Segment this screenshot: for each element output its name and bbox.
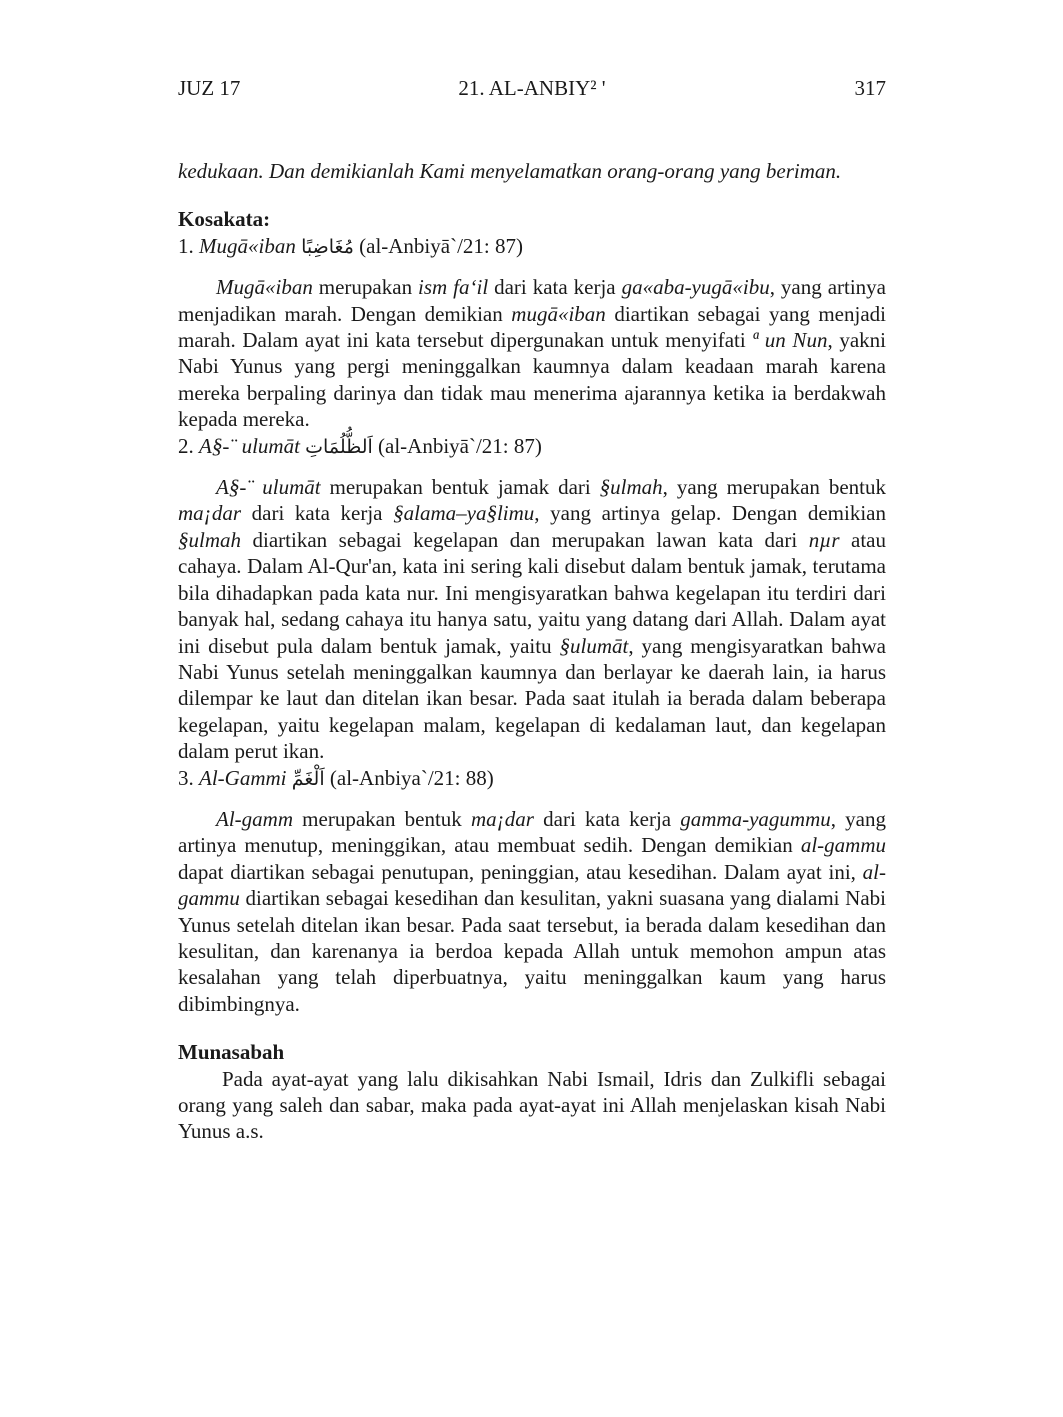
body-segment: ism fa‘il — [418, 275, 489, 300]
body-segment: §ulumāt — [559, 633, 629, 658]
vocab-item — [178, 765, 886, 1018]
body-segment: ª un Nun — [752, 328, 828, 353]
body-segment: ma¡dar — [470, 806, 534, 831]
vocab-number: 2. — [178, 433, 194, 458]
vocab-item — [178, 433, 886, 765]
vocab-arabic: اَلظُّلُمَاتِ — [305, 435, 373, 458]
munasabah-heading: Munasabah — [178, 1040, 285, 1065]
body-segment: , yang artinya menjadikan marah. Dengan demikian — [178, 275, 886, 326]
body-segment: diartikan sebagai kesedihan dan kesulitan, yakni suasana yang dialami Nabi Yunus setelah ditelan ikan besar. Pada saat tersebut, ia berada dalam kesedihan dan kesulitan, dan karenanya ia berdoa kepada Allah untuk memohon ampun atas kesalahan yang telah diperbuatnya, yaitu meninggalkan kaum yang harus dibimbingnya. — [178, 886, 886, 1016]
vocab-body — [178, 274, 886, 432]
vocab-item-title — [178, 433, 886, 460]
body-segment: , yang merupakan bentuk — [662, 475, 886, 500]
body-segment: merupakan bentuk — [293, 806, 471, 831]
body-segment: gamma-yagummu — [680, 806, 831, 831]
vocab-reference: (al-Anbiya`/21: 88) — [329, 765, 494, 790]
body-segment: atau cahaya. Dalam Al-Qur'an, kata ini sering kali disebut dalam bentuk jamak, terutama bila dihadapkan pada kata nur. Ini mengisyaratkan bahwa kegelapan itu terdiri dari banyak hal, sedang cahaya itu hanya satu, yaitu yang datang dari Allah. Dalam ayat ini disebut pula dalam bentuk jamak, yaitu — [178, 527, 886, 658]
surah-title: 21. AL-ANBIY² ' — [458, 76, 606, 100]
body-segment: diartikan sebagai kegelapan dan merupakan lawan kata dari — [241, 527, 809, 552]
body-segment: , yang mengisyaratkan bahwa Nabi Yunus setelah meninggalkan kaumnya dan berlayar ke daerah lain, ia harus dilempar ke laut dan ditelan ikan besar. Pada saat itulah ia berada dalam beberapa kegelapan, yaitu kegelapan malam, kegelapan di kedalaman laut, dan kegelapan dalam perut ikan. — [178, 633, 886, 764]
body-segment: Mugā«iban — [216, 275, 313, 300]
juz-label: JUZ 17 — [178, 76, 241, 100]
body-segment: , yang artinya menutup, meninggikan, atau membuat sedih. Dengan demikian — [178, 806, 886, 858]
body-segment: dari kata kerja — [533, 806, 681, 831]
body-segment: , yakni Nabi Yunus yang pergi meninggalkan kaumnya dalam keadaan marah karena mereka berpaling darinya dan tidak mau menerima ajarannya ketika ia berdakwah kepada mereka. — [178, 328, 887, 432]
body-segment: nµr — [808, 527, 840, 552]
munasabah-paragraph: Pada ayat-ayat yang lalu dikisahkan Nabi Ismail, Idris dan Zulkifli sebagai orang yang saleh dan sabar, maka pada ayat-ayat ini Allah menjelaskan kisah Nabi Yunus a.s. — [178, 1066, 886, 1144]
body-segment: al-gammu — [800, 833, 886, 858]
body-segment: merupakan bentuk jamak dari — [320, 475, 600, 500]
vocab-term: A§-¨ ulumāt — [199, 433, 300, 458]
vocab-item-title — [178, 765, 886, 792]
vocab-number: 3. — [178, 765, 194, 790]
body-segment: mugā«iban — [511, 301, 606, 326]
vocab-number: 1. — [178, 233, 194, 258]
vocab-reference: (al-Anbiyā`/21: 87) — [378, 433, 542, 458]
vocab-body — [178, 474, 886, 764]
vocab-term: Mugā«iban — [199, 233, 296, 258]
vocab-reference: (al-Anbiyā`/21: 87) — [359, 233, 523, 258]
body-segment: diartikan sebagai yang menjadi marah. Dalam ayat ini kata tersebut dipergunakan untuk menyifati — [178, 301, 886, 353]
body-segment: §ulmah — [599, 475, 663, 500]
body-segment: ga«aba-yugā«ibu — [621, 275, 770, 300]
body-segment: §ulmah — [178, 527, 241, 552]
kosakata-list — [178, 233, 886, 1017]
vocab-arabic: مُغَاضِبًا — [301, 235, 354, 258]
vocab-arabic: اَلْغَمِّ — [291, 767, 325, 790]
body-segment: Al-gamm — [216, 806, 293, 831]
vocab-body — [178, 806, 886, 1017]
body-segment: §alama–ya§limu — [393, 501, 535, 526]
main-content — [178, 158, 886, 1145]
vocab-term: Al-Gammi — [199, 765, 287, 790]
kosakata-heading: Kosakata: — [178, 207, 271, 232]
body-segment: dari kata kerja — [488, 275, 622, 300]
body-segment: dari kata kerja — [241, 501, 394, 526]
body-segment: A§-¨ ulumāt — [216, 475, 321, 500]
vocab-item-title — [178, 233, 886, 260]
intro-paragraph: kedukaan. Dan demikianlah Kami menyelamatkan orang-orang yang beriman. — [178, 159, 842, 183]
body-segment: merupakan — [312, 275, 419, 300]
body-segment: ma¡dar — [178, 501, 242, 526]
page-number: 317 — [854, 76, 886, 100]
body-segment: , yang artinya gelap. Dengan demikian — [534, 501, 887, 526]
body-segment: dapat diartikan sebagai penutupan, peninggian, atau kesedihan. Dalam ayat ini, — [178, 859, 863, 884]
vocab-item — [178, 233, 886, 433]
body-segment: al-gammu — [178, 859, 886, 911]
